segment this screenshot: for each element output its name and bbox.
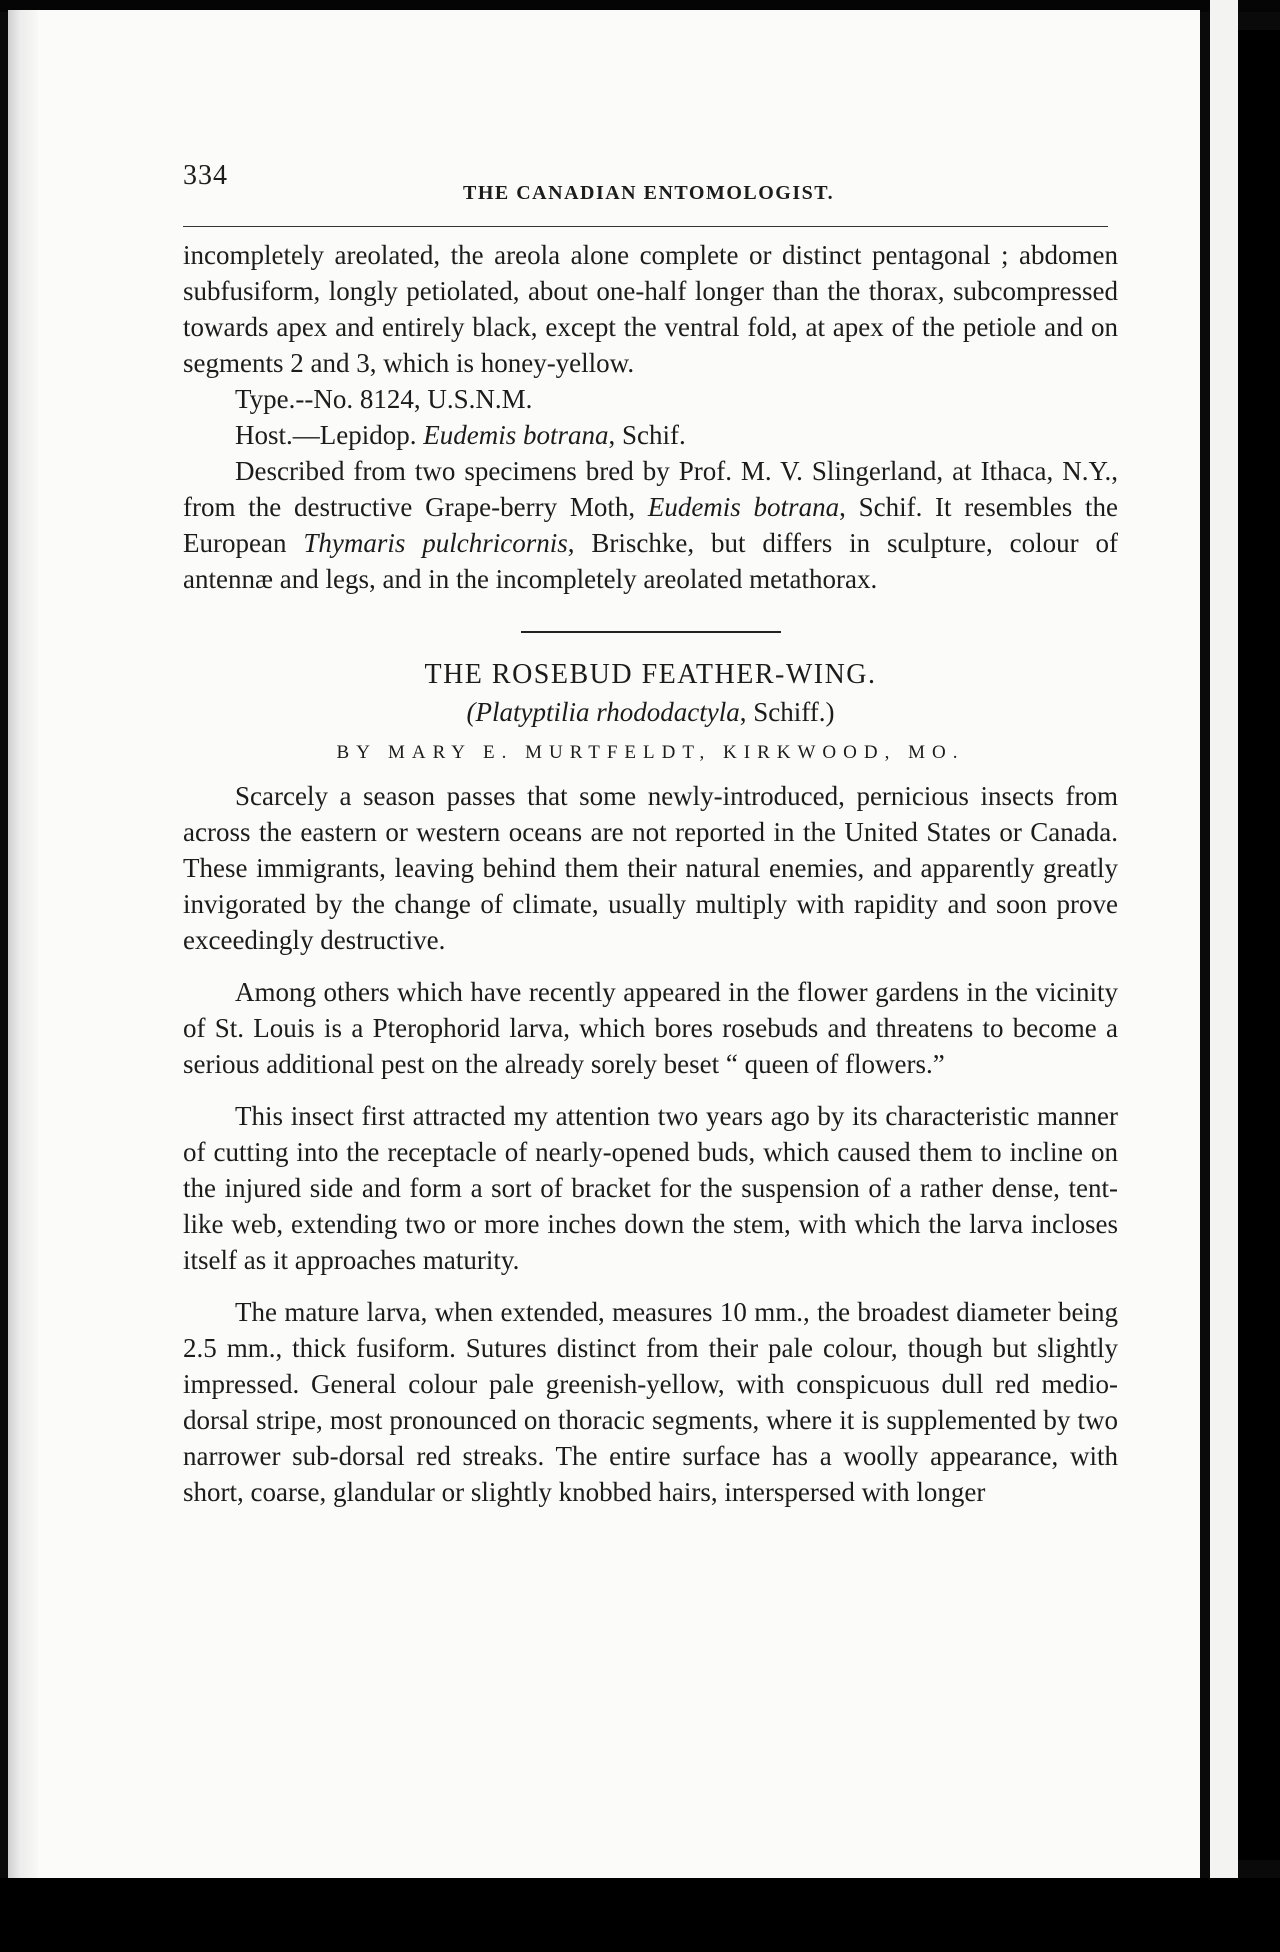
host-line — [183, 417, 1118, 453]
described-species-2: Thymaris pulchricornis — [303, 528, 568, 558]
article-paragraph-1: Scarcely a season passes that some newly-introduced, pernicious insects from across the eastern or western oceans are not reported in the United States or Canada. These immigrants, leaving behind them their natural enemies, and apparently greatly invigorated by the change of climate, usually multiply with rapidity and soon prove exceedingly destructive. — [183, 781, 1118, 955]
header-rule — [183, 226, 1108, 227]
host-suffix: , Schif. — [608, 420, 686, 450]
described-paragraph — [183, 453, 1118, 597]
intro-paragraph: incompletely areolated, the areola alone complete or distinct pentagonal ; abdomen subfusiform, longly petiolated, about one-half longer than the thorax, subcompressed towards apex and entirely black, except the ventral fold, at apex of the petiole and on segments 2 and 3, which is honey-yellow. — [183, 240, 1118, 378]
subtitle-open: ( — [466, 697, 476, 727]
page-content — [183, 160, 1118, 1510]
described-text-b: , Schif. It resembles the European — [183, 492, 1118, 558]
section-divider — [521, 631, 781, 633]
scan-border-right — [1238, 30, 1280, 1860]
page-number: 334 — [183, 160, 228, 191]
scan-border-bottom — [0, 1878, 1280, 1952]
described-species-1: Eudemis botrana — [647, 492, 840, 522]
page-header — [183, 160, 1118, 204]
described-text-c: , Brischke, but differs in sculpture, colour of antennæ and legs, and in the incompletely areolated metathorax. — [183, 528, 1118, 594]
article-paragraph-4: The mature larva, when extended, measures 10 mm., the broadest diameter being 2.5 mm., thick fusiform. Sutures distinct from their pale colour, though but slightly impressed. General colour pale greenish-yellow, with conspicuous dull red medio-dorsal stripe, most pronounced on thoracic segments, where it is supplemented by two narrower sub-dorsal red streaks. The entire surface has a woolly appearance, with short, coarse, glandular or slightly knobbed hairs, interspersed with longer — [183, 1297, 1118, 1507]
article-byline: BY MARY E. MURTFELDT, KIRKWOOD, MO. — [336, 742, 965, 763]
subtitle-species: Platyptilia rhododactyla — [475, 697, 740, 727]
running-head: THE CANADIAN ENTOMOLOGIST. — [463, 182, 835, 204]
type-line: Type.--No. 8124, U.S.N.M. — [235, 384, 533, 414]
described-text-a: Described from two specimens bred by Prof. M. V. Slingerland, at Ithaca, N.Y., from the destructive Grape-berry Moth, — [183, 456, 1118, 522]
host-prefix: Host.—Lepidop. — [235, 420, 424, 450]
article-paragraph-3: This insect first attracted my attention two years ago by its characteristic manner of cutting into the receptacle of nearly-opened buds, which caused them to incline on the injured side and form a sort of bracket for the suspension of a rather dense, tent-like web, extending two or more inches down the stem, with which the larva incloses itself as it approaches maturity. — [183, 1101, 1118, 1275]
article-subtitle — [183, 697, 1118, 728]
page-gutter-shadow — [8, 10, 38, 1878]
host-species: Eudemis botrana — [423, 420, 609, 450]
article-paragraph-2: Among others which have recently appeared in the flower gardens in the vicinity of St. Louis is a Pterophorid larva, which bores rosebuds and threatens to become a serious additional pest on the already sorely beset “ queen of flowers.” — [183, 977, 1118, 1079]
scan-margin-right — [1210, 0, 1238, 1880]
book-page — [8, 10, 1200, 1878]
subtitle-close: , Schiff.) — [739, 697, 835, 727]
article-title: THE ROSEBUD FEATHER-WING. — [424, 659, 877, 690]
